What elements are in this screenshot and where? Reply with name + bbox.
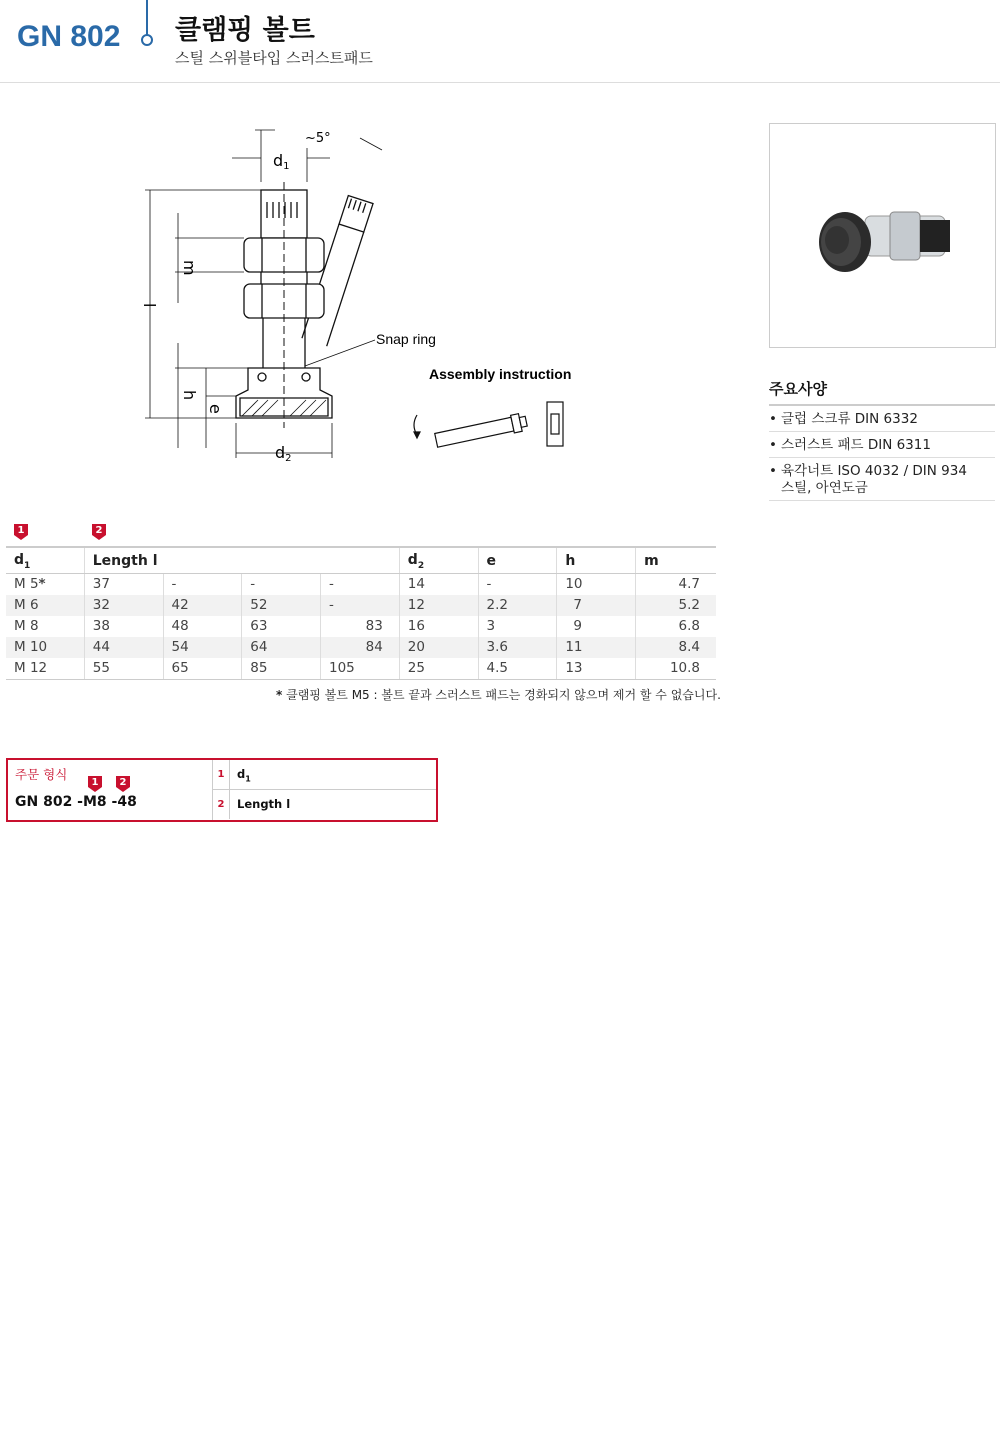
page-title: 클램핑 볼트: [175, 15, 315, 46]
d1-label: d1: [273, 151, 290, 172]
table-row: M 8 38 48 63 83 16 3 9 6.8: [6, 616, 716, 637]
spec-item: • 육각너트 ISO 4032 / DIN 934 스틸, 아연도금: [769, 458, 995, 501]
assembly-instruction-drawing: [405, 360, 595, 460]
table-header-row: [6, 547, 716, 573]
badge-1: 1: [14, 524, 28, 540]
header-d1: $d_1$: [6, 547, 84, 573]
order-format-box: [6, 758, 438, 822]
h-label: h: [180, 390, 199, 401]
header-divider-line: [146, 0, 148, 36]
badge-2: 2: [92, 524, 106, 540]
assembly-instruction-label: Assembly instruction: [429, 366, 572, 382]
order-row-2: 2 Length l: [213, 790, 436, 819]
l-label: l: [140, 303, 159, 308]
header-h: h: [557, 547, 636, 573]
specs-list: [769, 404, 995, 501]
order-badge-1: 1: [88, 776, 102, 792]
header-divider-dot: [141, 34, 153, 46]
order-badge-2: 2: [116, 776, 130, 792]
header-d2: $d_2$: [399, 547, 478, 573]
snap-ring-label: Snap ring: [376, 331, 436, 347]
table-row: M 12 55 65 85 105 25 4.5 13 10.8: [6, 658, 716, 680]
header-length: Length l: [84, 547, 399, 573]
order-format-left: [8, 760, 213, 820]
angle-label: ~5°: [305, 131, 331, 146]
order-format-label: 주문 형식: [15, 767, 68, 782]
order-code: GN 802 -M8 -48: [15, 794, 137, 810]
product-code: GN 802: [17, 20, 121, 53]
page-header: [0, 0, 1000, 83]
specs-title: 주요사양: [769, 380, 827, 398]
header-m: m: [636, 547, 716, 573]
d2-label: d2: [275, 443, 292, 464]
table-footnote: * 클램핑 볼트 M5 : 볼트 끝과 스러스트 패드는 경화되지 않으며 제거 할 수 없습니다.: [276, 688, 721, 702]
header-e: e: [478, 547, 557, 573]
order-row-1: 1 $d_1$: [213, 760, 436, 790]
spec-item: • 글럽 스크류 DIN 6332: [769, 406, 995, 432]
e-label: e: [206, 404, 225, 414]
dimensions-table: [6, 546, 716, 680]
table-row: M 5* 37 - - - 14 - 10 4.7: [6, 573, 716, 595]
product-photo: [769, 123, 996, 348]
page-subtitle: 스틸 스위블타입 스러스트패드: [175, 49, 373, 67]
product-image: [770, 124, 995, 347]
spec-item: • 스러스트 패드 DIN 6311: [769, 432, 995, 458]
table-row: M 6 32 42 52 - 12 2.2 7 5.2: [6, 595, 716, 616]
table-row: M 10 44 54 64 84 20 3.6 11 8.4: [6, 637, 716, 658]
m-label: m: [180, 260, 199, 276]
